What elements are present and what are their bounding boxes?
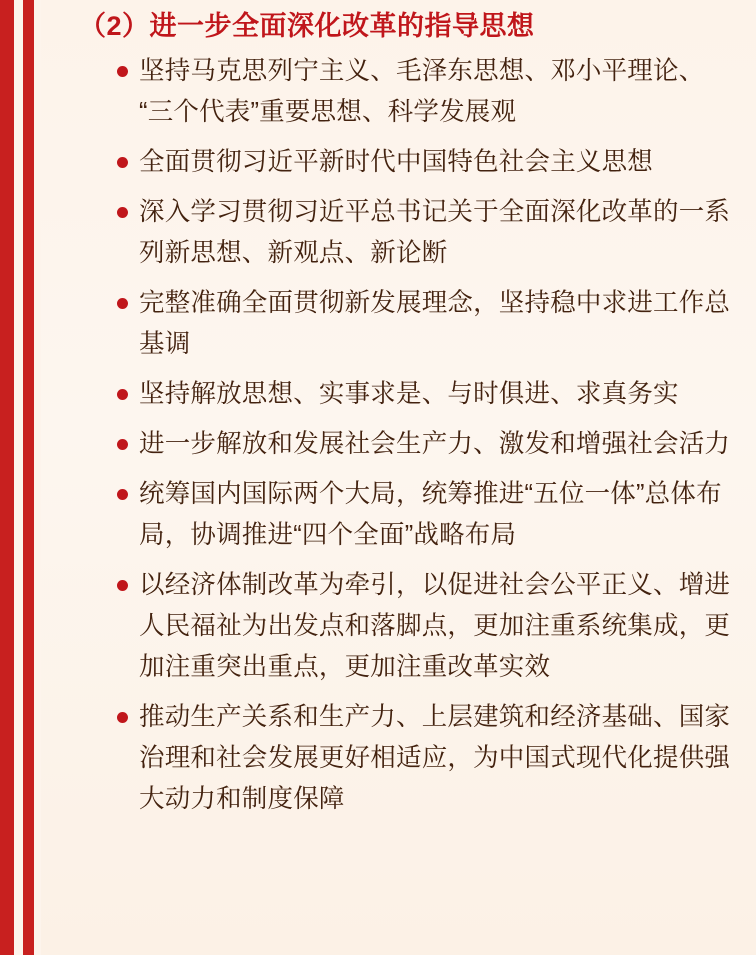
list-item <box>117 142 738 183</box>
list-item-text: 深入学习贯彻习近平总书记关于全面深化改革的一系列新思想、新观点、新论断 <box>139 197 731 267</box>
bullet-dot-icon <box>117 489 128 500</box>
bullet-dot-icon <box>117 712 128 723</box>
list-item-text: 完整准确全面贯彻新发展理念，坚持稳中求进工作总基调 <box>139 288 731 358</box>
list-item <box>117 565 738 688</box>
list-item <box>117 424 738 465</box>
list-item <box>117 474 738 556</box>
list-item-text: 进一步解放和发展社会生产力、激发和增强社会活力 <box>139 429 731 458</box>
list-item-text: 以经济体制改革为牵引，以促进社会公平正义、增进人民福祉为出发点和落脚点，更加注重系统集成，更加注重突出重点，更加注重改革实效 <box>139 570 731 681</box>
guiding-principles-list <box>63 51 738 820</box>
list-item <box>117 283 738 365</box>
bullet-dot-icon <box>117 298 128 309</box>
bullet-dot-icon <box>117 389 128 400</box>
bullet-dot-icon <box>117 207 128 218</box>
list-item-text: 统筹国内国际两个大局，统筹推进“五位一体”总体布局，协调推进“四个全面”战略布局 <box>139 479 722 549</box>
list-item <box>117 51 738 133</box>
list-item <box>117 697 738 820</box>
bullet-dot-icon <box>117 66 128 77</box>
list-item-text: 推动生产关系和生产力、上层建筑和经济基础、国家治理和社会发展更好相适应，为中国式现代化提供强大动力和制度保障 <box>139 702 731 813</box>
page-title: （2）进一步全面深化改革的指导思想 <box>79 11 535 41</box>
list-item-text: 坚持解放思想、实事求是、与时俱进、求真务实 <box>139 379 679 408</box>
list-item <box>117 192 738 274</box>
left-band-gap <box>14 0 23 955</box>
content-column <box>41 0 756 955</box>
list-item-text: 全面贯彻习近平新时代中国特色社会主义思想 <box>139 147 654 176</box>
list-item <box>117 374 738 415</box>
left-red-band-outer <box>0 0 14 955</box>
bullet-dot-icon <box>117 439 128 450</box>
bullet-dot-icon <box>117 157 128 168</box>
left-band-gap-inner <box>34 0 41 955</box>
left-red-band-inner <box>23 0 34 955</box>
bullet-dot-icon <box>117 580 128 591</box>
list-item-text: 坚持马克思列宁主义、毛泽东思想、邓小平理论、“三个代表”重要思想、科学发展观 <box>139 56 705 126</box>
